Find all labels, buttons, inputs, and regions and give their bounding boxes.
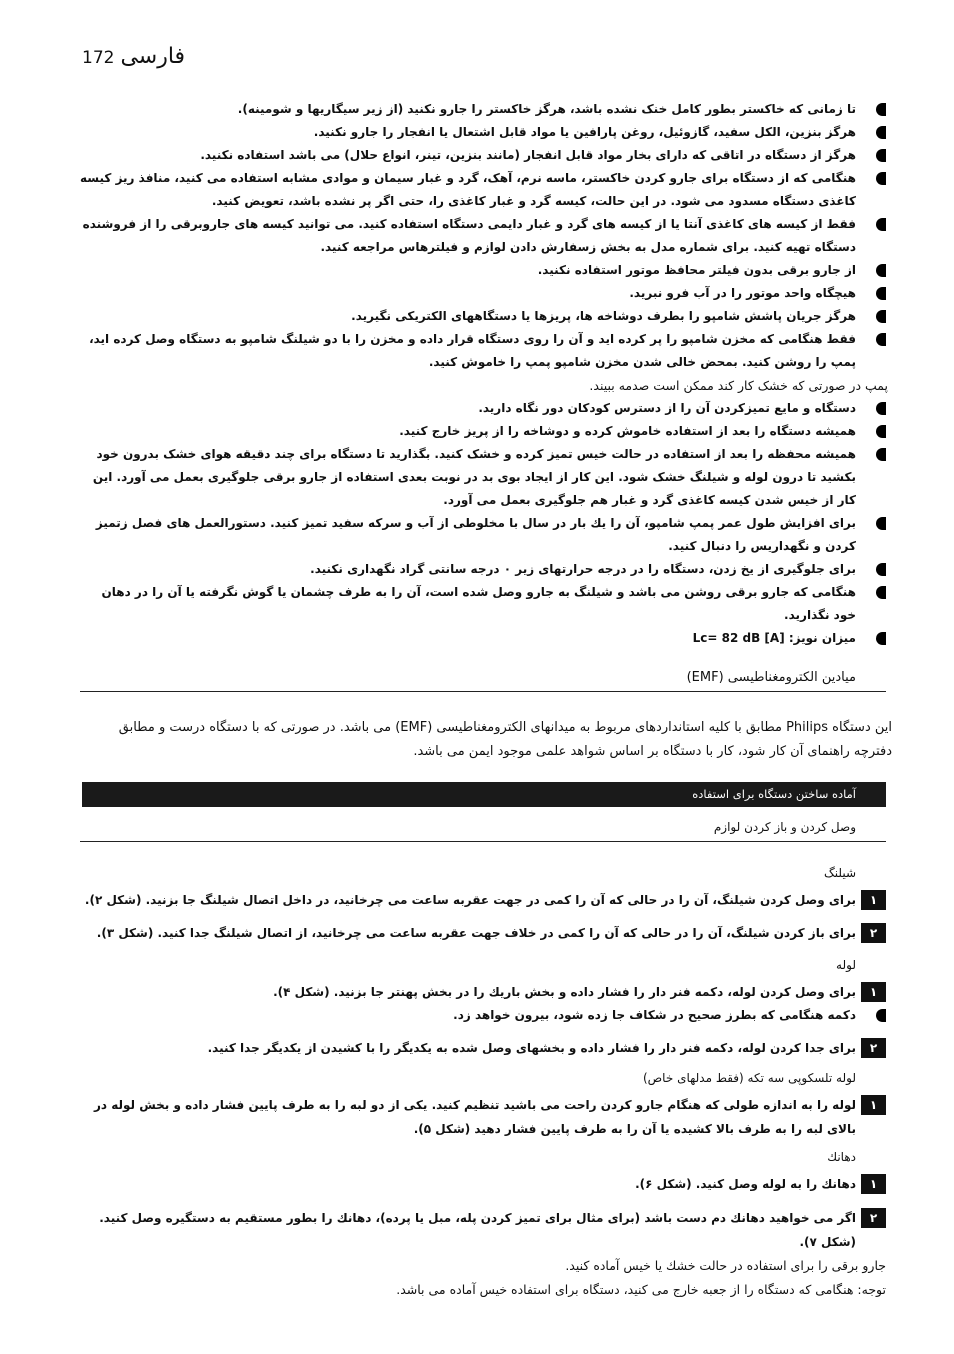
warning-item: همیشه دستگاه را بعد از استفاده خاموش کرده و دوشاخه را از پریز خارج کنید. [80,420,886,443]
warning-item: تا زمانی که خاکستر بطور کامل خنک نشده باشد، هرگز خاکستر را جارو نکنید (از زیر سیگاریها و شومینه). [80,98,886,121]
bullet-icon [876,586,886,599]
step-number: ۱ [861,1095,886,1115]
bullet-icon [876,287,886,300]
page-number: 172 [82,48,115,68]
warning-item: فقط هنگامی که مخزن شامپو را پر کرده اید و آن را روی دستگاه قرار داده و مخزن را با دو شیلنگ شامپو به دستگاه وصل کرده اید، پمپ را روشن کنید. بمحض خالی شدن مخزن شامپو پمپ را خاموش کنید. [80,328,886,374]
bullet-icon [876,172,886,185]
warnings-list [80,98,886,650]
bullet-icon [876,425,886,438]
step-item: ۲ اگر می خواهید دهانك دم دست باشد (برای مثال برای تمیز کردن پله، مبل یا پرده)، دهانك را بطور مستقیم به دستگیره وصل کنید. (شکل ۷). [80,1206,886,1254]
hose-group [80,866,886,945]
group-title: دهانك [827,1150,856,1164]
warning-item: فقط از کیسه های کاغذی آنتا یا از کیسه های گرد و غبار دایمی دستگاه استفاده کنید. می توانید کیسه های جاروبرقی را از فروشنده دستگاه تهیه کنید. برای شماره مدل به بخش زسفارش دادن لوازم و فیلترهاس مراجعه کنید. [80,213,886,259]
bullet-icon [876,563,886,576]
bullet-icon [876,402,886,415]
group-title: لوله [836,958,856,972]
warning-item: برای افزایش طول عمر پمپ شامپو، آن را یك بار در سال با مخلوطی از آب و سرکه سفید تمیز کنید. دستورالعمل های فصل زتمیز کردن و نگهداریس را دنبال کنید. [80,512,886,558]
nozzle-group [80,1150,886,1302]
warnings-section [80,98,886,650]
bullet-icon [876,149,886,162]
warning-item: هرگز از دستگاه در اتاقی که دارای بخار مواد قابل انفجار (مانند بنزین، تینر، انواع حلال) می باشد استفاده نکنید. [80,144,886,167]
emf-paragraph: این دستگاه Philips مطابق با کلیه استانداردهای مربوط به میدانهای الکترومغناطیسی (EMF) می باشد. در صورتی که با دستگاه درست و مطابق دفترچه راهنمای آن کار شود، کار با دستگاه بر اساس شواهد علمی موجود ایمن می باشد. [118,720,892,759]
step-item: ۱ لوله را به اندازه طولی که هنگام جارو کردن راحت می باشید تنظیم کنید. یکی از دو لبه را به طرف پایین فشار داده و بخش لوله در بالای لبه را به طرف بالا کشیده یا آن را به طرف پایین فشار دهید (شکل ۵). [80,1093,886,1141]
bullet-icon [876,218,886,231]
step-number: ۲ [861,1038,886,1058]
step-item: ۱ برای وصل کردن لوله، دکمه فنر دار را فشار داده و بخش باریك را در بخش پهنتر جا بزنید. (شکل ۴). [80,980,886,1004]
bullet-icon [876,1009,886,1022]
step-number: ۲ [861,1208,886,1228]
warning-item: هرگز جریان پاشش شامپو را بطرف دوشاخه ها، پریزها یا دستگاههای الکتریکی نگیرید. [80,305,886,328]
bullet-icon [876,333,886,346]
step-item: ۱ برای وصل کردن شیلنگ، آن را در حالی که آن را کمی در جهت عقربه ساعت می چرخانید، در داخل اتصال شیلنگ جا بزنید. (شکل ۲). [80,888,886,912]
warning-item: همیشه محفظه را بعد از استفاده در حالت خیس تمیز کرده و خشک کنید. بگذارید تا دستگاه برای چند دقیقه هوای خشک بدرون خود بکشید تا درون لوله و شیلنگ خشک شود. این کار از ایجاد بوی بد در نوبت بعدی استفاده از جارو برقی جلوگیری بعمل می آورد. این کار از خیس شدن کیسه کاغذی گرد و غبار هم جلوگیری بعمل می آورد. [80,443,886,512]
group-title: شیلنگ [823,866,856,880]
warning-item: از جارو برقی بدون فیلتر محافظ موتور استفاده نکنید. [80,259,886,282]
bullet-icon [876,126,886,139]
step-number: ۱ [861,1174,886,1194]
warning-item: هیچگاه واحد موتور را در آب فرو نبرید. [80,282,886,305]
step-item: ۲ برای باز کردن شیلنگ، آن را در حالی که آن را کمی در خلاف جهت عقربه ساعت می چرخانید، از اتصال شیلنگ جدا کنید. (شکل ۳). [80,921,886,945]
warning-item: میزان نویز: Lc= 82 dB [A] [80,627,886,650]
bullet-icon [876,448,886,461]
step-number: ۲ [861,923,886,943]
bullet-icon [876,517,886,530]
tube-group [80,958,886,1060]
step-item: ۲ برای جدا کردن لوله، دکمه فنر دار را فشار داده و بخشهای وصل شده به یکدیگر را با کشیدن از یکدیگر جدا کنید. [80,1036,886,1060]
step-item: ۱ دهانك را به لوله وصل کنید. (شکل ۶). [80,1172,886,1196]
warning-item: هنگامی که از دستگاه برای جارو کردن خاکستر، ماسه نرم، آهک، گرد و غبار سیمان و موادی مشابه استفاده می کنید، منافذ ریز کیسه کاغذی دستگاه مسدود می شود. در این حالت، کیسه گرد و غبار کاغذی را، حتی اگر پر نشده باشد، تعویض کنید. [80,167,886,213]
group-title: لوله تلسکوپی سه تکه (فقط مدلهای خاص) [642,1071,856,1085]
bullet-icon [876,310,886,323]
emf-heading: میادین الکترومغناطیسی (EMF) [80,670,886,692]
page-language: فارسی [120,44,186,69]
warning-item: برای جلوگیری از یخ زدن، دستگاه را در درجه حرارتهای زیر ۰ درجه سانتی گراد نگهداری نکنید. [80,558,886,581]
nozzle-note: توجه: هنگامی که دستگاه را از جعبه خارج می کنید، دستگاه برای استفاده خیس آماده می باشد. [396,1282,886,1297]
bullet-icon [876,103,886,116]
telescopic-tube-group [80,1071,886,1141]
warning-item: هنگامی که جارو برقی روشن می باشد و شیلنگ به جارو وصل شده است، آن را به طرف چشمان یا گوش نگرفته یا آن را در دهان خود نگذارید. [80,581,886,627]
sub-step-item: دکمه هنگامی که بطرز صحیح در شکاف جا زده شود، بیرون خواهد زد. [80,1004,886,1026]
step-number: ۱ [861,982,886,1002]
section-title-bar: آماده ساختن دستگاه برای استفاده [82,782,886,807]
bullet-icon [876,632,886,645]
nozzle-note: جارو برقی را برای استفاده در حالت خشك یا خیس آماده کنید. [565,1258,886,1273]
page-header [82,44,185,69]
warning-item: دستگاه و مایع تمیزکردن آن را از دسترس کودکان دور نگاه دارید. [80,397,886,420]
warning-item: هرگز بنزین، الکل سفید، گازوئیل، روغن پارافین یا مواد قابل اشتعال یا انفجار را جارو نکنید. [80,121,886,144]
step-number: ۱ [861,890,886,910]
bullet-icon [876,264,886,277]
subsection-heading: وصل کردن و باز کردن لوازم [80,820,886,842]
warning-note: پمپ در صورتی که خشک کار کند ممکن است صدمه ببیند. [589,378,888,393]
